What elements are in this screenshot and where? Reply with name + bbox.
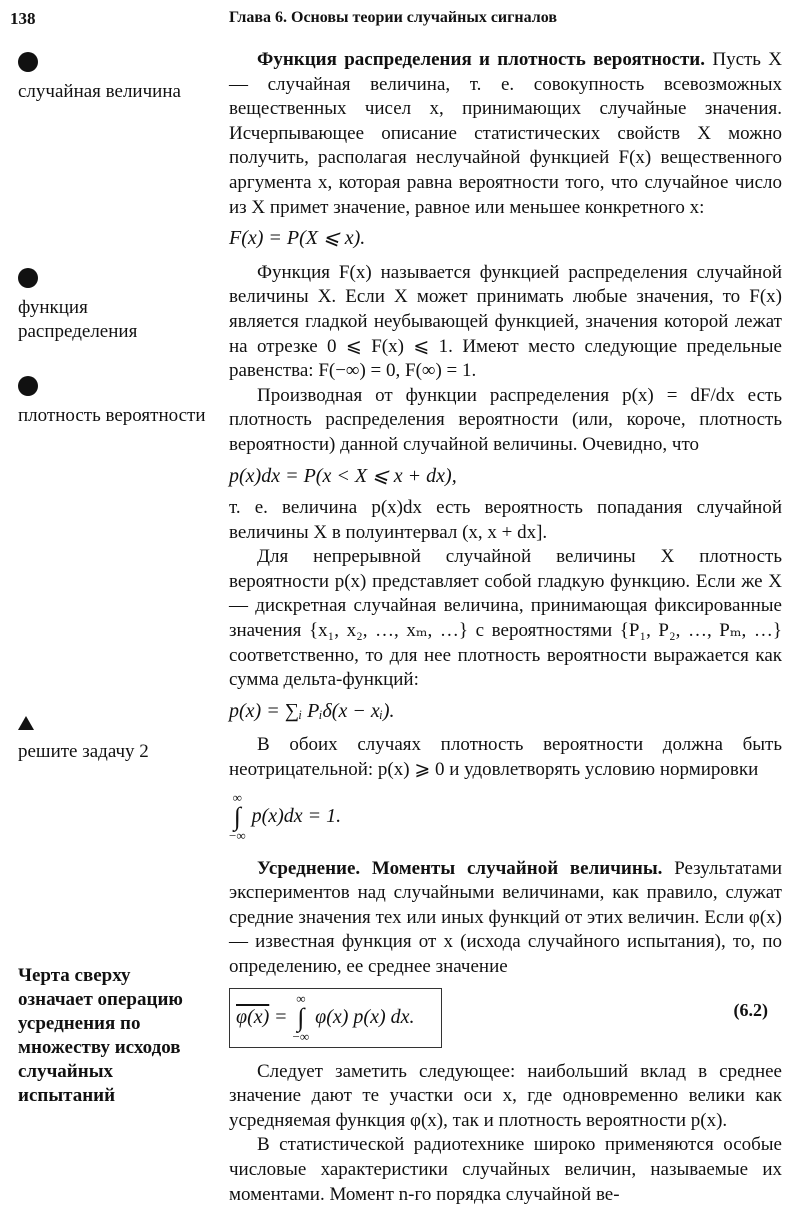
lower-limit: −∞	[292, 1028, 310, 1044]
upper-limit: ∞	[232, 789, 242, 805]
margin-note-text: Черта сверху означает операцию усреднения по множеству исходов случайных испытаний	[18, 965, 183, 1106]
lower-limit: −∞	[229, 827, 246, 843]
paragraph: Для непрерывной случайной величины X плотность вероятности p(x) представляет собой гладкую функцию. Если же X — дискретная случайная величина, принимающая фиксированные значения {x₁, x₂, …, xₘ, …} с вероятностями {P₁, P₂, …, Pₘ, …} соответственно, то для нее плотность вероятности выражается как сумма дельта-функций:	[229, 546, 782, 691]
margin-note-text: функция распределения	[18, 297, 138, 342]
formula-mean-row	[229, 988, 782, 1050]
margin-note-text: решите задачу 2	[18, 741, 149, 762]
running-title: Глава 6. Основы теории случайных сигналов	[229, 9, 557, 26]
equals-sign: =	[275, 1006, 287, 1029]
paragraph: Следует заметить следующее: наибольший вклад в среднее значение дают те участки оси x, где одновременно велики как усредняемая функция φ(x), так и плотность вероятности p(x).	[229, 1060, 782, 1131]
paragraph-text: Результатами экспериментов над случайными величинами, как правило, служат средние значения тех или иных функций от этих величин. Если φ(x) — известная функция от x (исхода случайного испытания), то, по определению, ее среднее значение	[229, 857, 783, 977]
paragraph	[229, 857, 782, 980]
formula-mean-box	[229, 988, 442, 1048]
paragraph	[229, 48, 782, 220]
paragraph: т. е. величина p(x)dx есть вероятность попадания случайной величины X в полуинтервал (x, x + dx].	[229, 497, 782, 543]
margin-note-distribution-function	[18, 268, 208, 344]
paragraph: В статистической радиотехнике широко применяются особые числовые характеристики случайных величин, называемые их моментами. Момент n-го порядка случайной ве-	[229, 1134, 782, 1205]
bullet-icon	[18, 268, 38, 288]
paragraph: Функция F(x) называется функцией распределения случайной величины X. Если X может принимать любые значения, то F(x) является гладкой неубывающей функцией, значения которой лежат на отрезке 0 ⩽ F(x) ⩽ 1. Имеют место следующие предельные равенства: F(−∞) = 0, F(∞) = 1.	[229, 261, 782, 382]
formula-normalization	[229, 791, 782, 843]
paragraph: Производная от функции распределения p(x) = dF/dx есть плотность распределения вероятности (или, короче, плотность вероятности) данной случайной величины. Очевидно, что	[229, 384, 782, 455]
integral-symbol: ∫	[297, 1002, 305, 1032]
margin-note-exercise	[18, 716, 208, 764]
upper-limit: ∞	[296, 990, 306, 1006]
bullet-icon	[18, 376, 38, 396]
integrand: p(x)dx = 1.	[251, 805, 342, 828]
page-header	[0, 9, 800, 33]
integral-sign	[293, 992, 310, 1044]
margin-note-overline	[18, 964, 203, 1108]
triangle-icon	[18, 716, 34, 730]
integrand: φ(x) p(x) dx.	[315, 1006, 415, 1029]
paragraph-text: Пусть X — случайная величина, т. е. совокупность всевозможных вещественных чисел x, принимающих случайные значения. Исчерпывающее описание статистических свойств X можно получить, располагая неслучайной функцией F(x) вещественного аргумента x, которая равна вероятности того, что случайное число из X примет значение, равное или меньшее конкретного x:	[229, 49, 783, 218]
paragraph: В обоих случаях плотность вероятности должна быть неотрицательной: p(x) ⩾ 0 и удовлетворять условию нормировки	[229, 734, 782, 781]
bullet-icon	[18, 52, 38, 72]
margin-note-text: плотность вероятности	[18, 405, 206, 426]
integral-symbol: ∫	[233, 801, 241, 831]
mean-lhs: φ(x)	[236, 1006, 270, 1029]
integral-sign	[229, 791, 246, 843]
equation-number: (6.2)	[733, 999, 768, 1020]
main-text-column	[229, 48, 782, 1207]
formula-delta-sum: p(x) = ∑ᵢ Pᵢδ(x − xᵢ).	[229, 699, 395, 722]
margin-note-text: случайная величина	[18, 81, 181, 102]
formula-distribution: F(x) = P(X ⩽ x).	[229, 227, 366, 250]
formula-density: p(x)dx = P(x < X ⩽ x + dx),	[229, 464, 457, 487]
run-in-heading: Усреднение. Моменты случайной величины.	[257, 857, 663, 879]
margin-note-random-variable	[18, 52, 208, 104]
margin-note-probability-density	[18, 376, 208, 428]
page-number: 138	[10, 9, 36, 28]
run-in-heading: Функция распределения и плотность вероятности.	[257, 49, 706, 70]
